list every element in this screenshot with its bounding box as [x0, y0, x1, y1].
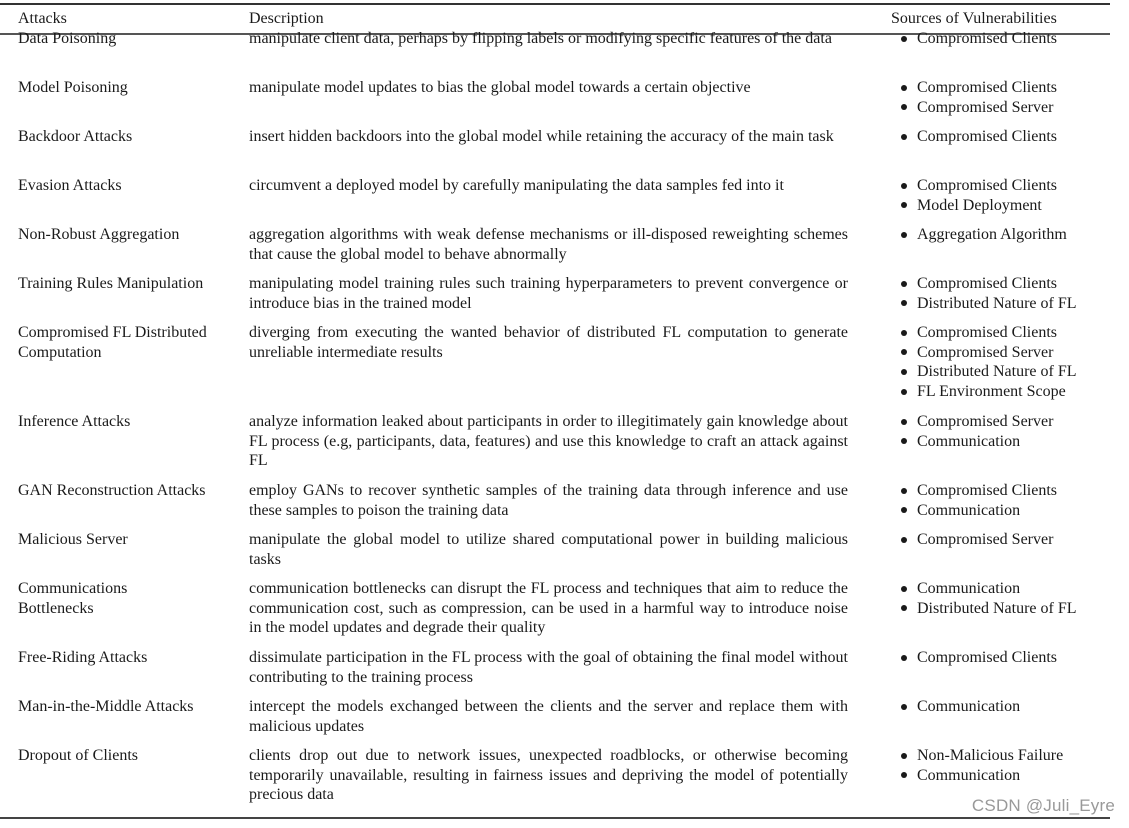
- bullet-icon: [901, 330, 907, 336]
- bullet-icon: [901, 507, 907, 513]
- header-description: Description: [249, 10, 324, 27]
- source-item: [891, 343, 1110, 363]
- attack-description: employ GANs to recover synthetic samples of the training data through inference and use these samples to poison the training data: [249, 482, 848, 519]
- attack-description: intercept the models exchanged between the clients and the server and replace them with malicious updates: [249, 698, 848, 735]
- sources-list: [891, 697, 1110, 717]
- attack-name: Dropout of Clients: [18, 747, 138, 764]
- source-label: Distributed Nature of FL: [917, 294, 1077, 312]
- source-label: Model Deployment: [917, 196, 1042, 214]
- table-row: [0, 412, 1110, 471]
- sources-cell: [866, 78, 1110, 117]
- bullet-icon: [901, 586, 907, 592]
- source-item: [891, 196, 1110, 216]
- attack-name: Non-Robust Aggregation: [18, 226, 180, 243]
- attack-description: aggregation algorithms with weak defense mechanisms or ill-disposed reweighting schemes that cause the global model to behave abnormally: [249, 226, 848, 263]
- bullet-icon: [901, 438, 907, 444]
- attack-description: diverging from executing the wanted behavior of distributed FL computation to generate unreliable intermediate results: [249, 324, 848, 361]
- attack-description: analyze information leaked about participants in order to illegitimately gain knowledge about FL process (e.g, participants, data, features) and use this knowledge to craft an attack against FL: [249, 413, 848, 470]
- bottom-rule: [0, 817, 1110, 819]
- attack-name: Data Poisoning: [18, 30, 117, 47]
- attack-description: manipulate client data, perhaps by flipping labels or modifying specific features of the data: [249, 30, 832, 47]
- table-row: [0, 579, 1110, 638]
- source-item: [891, 323, 1110, 343]
- bullet-icon: [901, 202, 907, 208]
- source-item: [891, 127, 1110, 147]
- source-item: [891, 362, 1110, 382]
- source-item: [891, 294, 1110, 314]
- source-label: Compromised Clients: [917, 275, 1057, 292]
- bullet-icon: [901, 134, 907, 140]
- source-label: Compromised Server: [917, 98, 1054, 116]
- source-item: [891, 382, 1110, 402]
- source-label: Compromised Clients: [917, 482, 1057, 499]
- source-label: Communication: [917, 766, 1021, 784]
- source-item: [891, 176, 1110, 196]
- table-row: [0, 323, 1110, 401]
- source-label: Compromised Clients: [917, 128, 1057, 145]
- source-item: [891, 432, 1110, 452]
- sources-list: [891, 176, 1110, 215]
- attack-name: Compromised FL Distributed Computation: [18, 324, 207, 361]
- table-row: [0, 530, 1110, 569]
- source-item: [891, 274, 1110, 294]
- source-label: Communication: [917, 501, 1021, 519]
- sources-list: [891, 29, 1110, 49]
- bullet-icon: [901, 104, 907, 110]
- attack-name: Malicious Server: [18, 531, 128, 548]
- header-attacks: Attacks: [18, 10, 67, 27]
- bullet-icon: [901, 183, 907, 189]
- source-item: [891, 746, 1110, 766]
- sources-list: [891, 274, 1110, 313]
- sources-cell: [866, 530, 1110, 569]
- table-row: [0, 481, 1110, 520]
- sources-list: [891, 78, 1110, 117]
- bullet-icon: [901, 349, 907, 355]
- header-sources: Sources of Vulnerabilities: [891, 10, 1057, 27]
- bullet-icon: [901, 753, 907, 759]
- source-label: Communication: [917, 580, 1021, 597]
- source-label: FL Environment Scope: [917, 382, 1066, 400]
- source-item: [891, 648, 1110, 668]
- sources-cell: [866, 274, 1110, 313]
- bullet-icon: [901, 85, 907, 91]
- attack-description: insert hidden backdoors into the global model while retaining the accuracy of the main task: [249, 128, 834, 145]
- attack-name: Free-Riding Attacks: [18, 649, 148, 666]
- attack-name: Inference Attacks: [18, 413, 131, 430]
- bullet-icon: [901, 537, 907, 543]
- table-row: [0, 648, 1110, 687]
- source-item: [891, 412, 1110, 432]
- sources-cell: [866, 127, 1110, 147]
- source-label: Compromised Clients: [917, 324, 1057, 341]
- source-label: Communication: [917, 432, 1021, 450]
- attack-name: Model Poisoning: [18, 79, 128, 96]
- source-label: Distributed Nature of FL: [917, 599, 1077, 617]
- source-label: Communication: [917, 698, 1021, 715]
- bullet-icon: [901, 704, 907, 710]
- sources-cell: [866, 29, 1110, 49]
- sources-cell: [866, 697, 1110, 736]
- bullet-icon: [901, 419, 907, 425]
- sources-cell: [866, 579, 1110, 638]
- source-label: Compromised Clients: [917, 649, 1057, 666]
- bullet-icon: [901, 655, 907, 661]
- sources-cell: [866, 412, 1110, 471]
- sources-list: [891, 746, 1110, 785]
- bullet-icon: [901, 389, 907, 395]
- attack-description: manipulate the global model to utilize shared computational power in building malicious tasks: [249, 531, 848, 568]
- sources-list: [891, 530, 1110, 550]
- attack-name: Training Rules Manipulation: [18, 275, 204, 292]
- sources-list: [891, 648, 1110, 668]
- sources-cell: [866, 481, 1110, 520]
- source-label: Compromised Server: [917, 343, 1054, 361]
- source-item: [891, 29, 1110, 49]
- sources-cell: [866, 176, 1110, 215]
- source-item: [891, 530, 1110, 550]
- attack-name: Man-in-the-Middle Attacks: [18, 698, 194, 715]
- sources-list: [891, 323, 1110, 401]
- source-label: Aggregation Algorithm: [917, 226, 1067, 243]
- source-label: Compromised Server: [917, 413, 1054, 430]
- bullet-icon: [901, 772, 907, 778]
- source-item: [891, 78, 1110, 98]
- table-row: [0, 746, 1110, 805]
- table-row: [0, 225, 1110, 264]
- source-label: Compromised Clients: [917, 30, 1057, 47]
- bullet-icon: [901, 36, 907, 42]
- source-item: [891, 766, 1110, 786]
- source-item: [891, 501, 1110, 521]
- attack-description: circumvent a deployed model by carefully manipulating the data samples fed into it: [249, 177, 784, 194]
- attack-description: dissimulate participation in the FL process with the goal of obtaining the final model without contributing to the training process: [249, 649, 848, 686]
- source-label: Non-Malicious Failure: [917, 747, 1064, 764]
- sources-cell: [866, 323, 1110, 401]
- table-row: [0, 78, 1110, 117]
- source-item: [891, 599, 1110, 619]
- sources-list: [891, 127, 1110, 147]
- source-label: Compromised Clients: [917, 177, 1057, 194]
- attack-name: Communications Bottlenecks: [18, 580, 128, 617]
- attack-name: Backdoor Attacks: [18, 128, 133, 145]
- table-row: [0, 29, 1110, 49]
- table-row: [0, 274, 1110, 313]
- source-item: [891, 225, 1110, 245]
- sources-list: [891, 412, 1110, 451]
- source-item: [891, 98, 1110, 118]
- attack-description: communication bottlenecks can disrupt the FL process and techniques that aim to reduce the communication cost, such as compression, can be used in a harmful way to introduce noise in the model updates and degrade their quality: [249, 580, 848, 637]
- sources-cell: [866, 225, 1110, 264]
- attack-description: manipulate model updates to bias the global model towards a certain objective: [249, 79, 751, 96]
- watermark: CSDN @Juli_Eyre: [971, 796, 1115, 815]
- sources-cell: [866, 648, 1110, 687]
- attack-name: Evasion Attacks: [18, 177, 122, 194]
- table-row: [0, 127, 1110, 147]
- attack-name: GAN Reconstruction Attacks: [18, 482, 206, 499]
- source-item: [891, 697, 1110, 717]
- table-row: [0, 176, 1110, 215]
- bullet-icon: [901, 281, 907, 287]
- sources-list: [891, 225, 1110, 245]
- attack-description: clients drop out due to network issues, unexpected roadblocks, or otherwise becoming temporarily unavailable, resulting in fairness issues and depriving the model of potentially precious data: [249, 747, 848, 804]
- table-row: [0, 697, 1110, 736]
- sources-list: [891, 481, 1110, 520]
- bullet-icon: [901, 232, 907, 238]
- bullet-icon: [901, 300, 907, 306]
- source-item: [891, 579, 1110, 599]
- source-label: Compromised Server: [917, 531, 1054, 548]
- source-item: [891, 481, 1110, 501]
- sources-list: [891, 579, 1110, 618]
- bullet-icon: [901, 605, 907, 611]
- bullet-icon: [901, 488, 907, 494]
- bullet-icon: [901, 369, 907, 375]
- source-label: Compromised Clients: [917, 79, 1057, 96]
- attack-description: manipulating model training rules such training hyperparameters to prevent convergence or introduce bias in the trained model: [249, 275, 848, 312]
- source-label: Distributed Nature of FL: [917, 363, 1077, 381]
